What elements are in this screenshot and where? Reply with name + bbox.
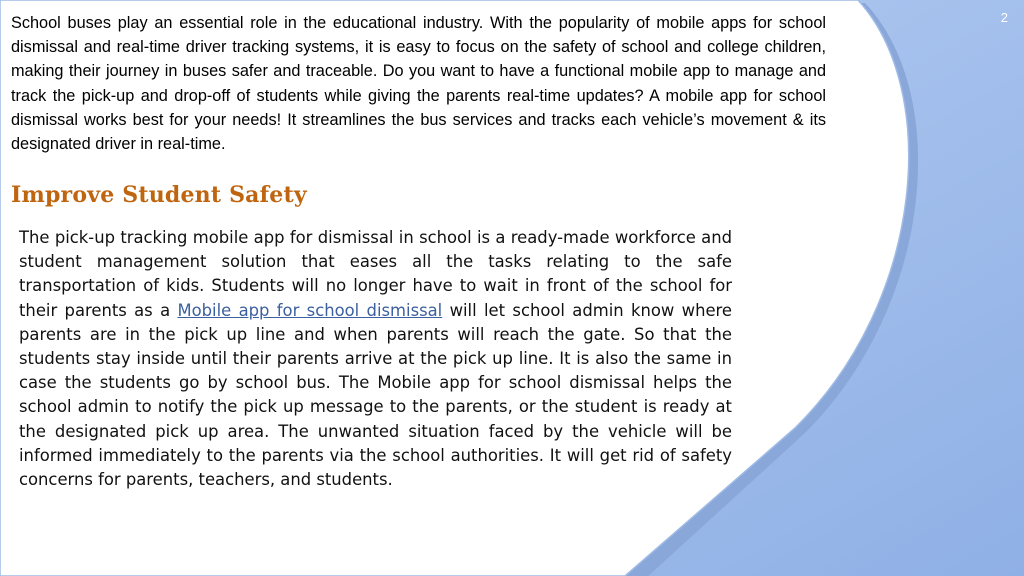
body-text-part-2: will let school admin know where parents are in the pick up line and when parents will reach the gate. So that the students stay inside until their parents arrive at the pick up line. It is also the same in case the students go by school bus. The Mobile app for school dismissal helps the school admin to notify the pick up message to the parents, or the student is ready at the designated pick up area. The unwanted situation faced by the vehicle will be informed immediately to the parents via the school authorities. It will get rid of safety concerns for parents, teachers, and students. xyxy=(19,300,732,490)
section-heading: Improve Student Safety xyxy=(11,182,307,208)
mobile-app-link[interactable]: Mobile app for school dismissal xyxy=(177,300,443,320)
body-text-part-1: The pick-up tracking mobile app for dismissal in school is a ready-made workforce and student management solution that eases all the tasks relating to the safe transportation of kids. Students will no longer have to wait in front of the school for their parents as a xyxy=(19,228,732,320)
page-number: 2 xyxy=(1000,10,1008,25)
body-paragraph xyxy=(19,226,732,492)
intro-paragraph: School buses play an essential role in the educational industry. With the popularity of mobile apps for school dismissal and real-time driver tracking systems, it is easy to focus on the safety of school and college children, making their journey in buses safer and traceable. Do you want to have a functional mobile app to manage and track the pick-up and drop-off of students while giving the parents real-time updates? A mobile app for school dismissal works best for your needs! It streamlines the bus services and tracks each vehicle’s movement & its designated driver in real-time. xyxy=(11,14,826,154)
